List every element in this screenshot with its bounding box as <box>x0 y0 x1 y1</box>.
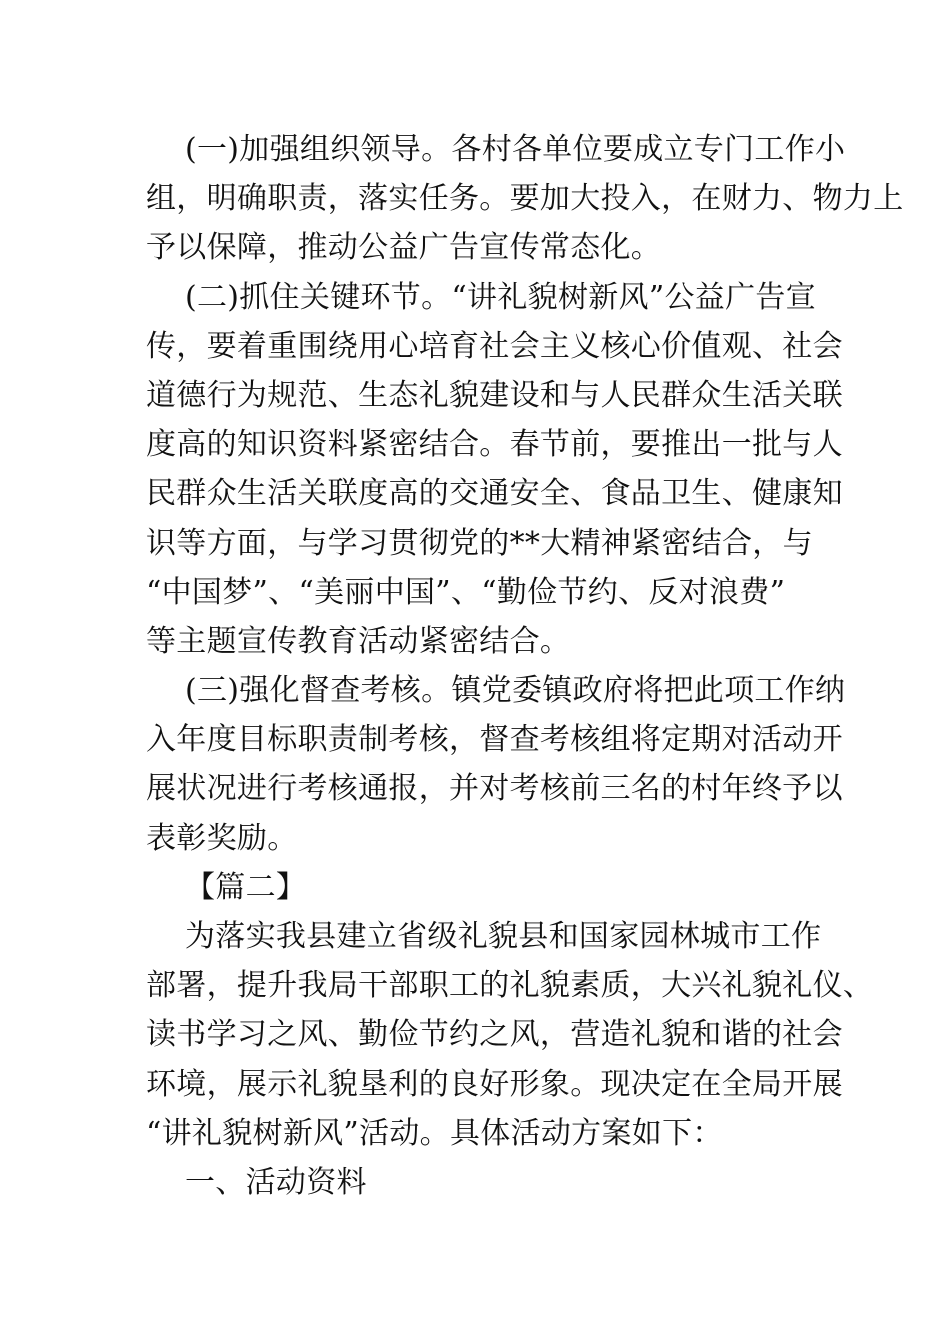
paragraph-4-line-2: 部署，提升我局干部职工的礼貌素质，大兴礼貌礼仪、 <box>146 968 874 1004</box>
section-heading: 【篇二】 <box>185 869 307 905</box>
paragraph-4-line-3: 读书学习之风、勤俭节约之风，营造礼貌和谐的社会 <box>146 1017 843 1053</box>
paragraph-3-line-3: 展状况进行考核通报，并对考核前三名的村年终予以 <box>146 771 843 807</box>
paragraph-3-line-1: (三)强化督查考核。镇党委镇政府将把此项工作纳 <box>185 673 846 709</box>
paragraph-1-line-3: 予以保障，推动公益广告宣传常态化。 <box>146 230 662 266</box>
paragraph-4-line-5: “讲礼貌树新风”活动。具体活动方案如下： <box>146 1115 723 1151</box>
paragraph-2-line-5: 民群众生活关联度高的交通安全、食品卫生、健康知 <box>146 476 843 512</box>
paragraph-3-line-4: 表彰奖励。 <box>146 820 298 856</box>
paragraph-4-line-1: 为落实我县建立省级礼貌县和国家园林城市工作 <box>185 919 822 954</box>
paragraph-2-line-2: 传，要着重围绕用心培育社会主义核心价值观、社会 <box>146 328 843 364</box>
paragraph-2-line-1: (二)抓住关键环节。“讲礼貌树新风”公益广告宣 <box>185 279 816 315</box>
paragraph-1-line-2: 组，明确职责，落实任务。要加大投入，在财力、物力上 <box>146 181 904 217</box>
subsection-heading: 一、活动资料 <box>185 1164 367 1200</box>
paragraph-2-line-6: 识等方面，与学习贯彻党的**大精神紧密结合，与 <box>146 525 813 561</box>
paragraph-3-line-2: 入年度目标职责制考核，督查考核组将定期对活动开 <box>146 722 843 758</box>
document-body <box>146 125 904 1207</box>
paragraph-2-line-8: 等主题宣传教育活动紧密结合。 <box>146 623 571 659</box>
paragraph-1-line-1: (一)加强组织领导。各村各单位要成立专门工作小 <box>185 132 846 167</box>
paragraph-2-line-3: 道德行为规范、生态礼貌建设和与人民群众生活关联 <box>146 377 843 413</box>
paragraph-4-line-4: 环境，展示礼貌垦利的良好形象。现决定在全局开展 <box>146 1066 843 1102</box>
paragraph-2-line-4: 度高的知识资料紧密结合。春节前，要推出一批与人 <box>146 427 843 463</box>
paragraph-2-line-7: “中国梦”、“美丽中国”、“勤俭节约、反对浪费” <box>146 574 786 610</box>
